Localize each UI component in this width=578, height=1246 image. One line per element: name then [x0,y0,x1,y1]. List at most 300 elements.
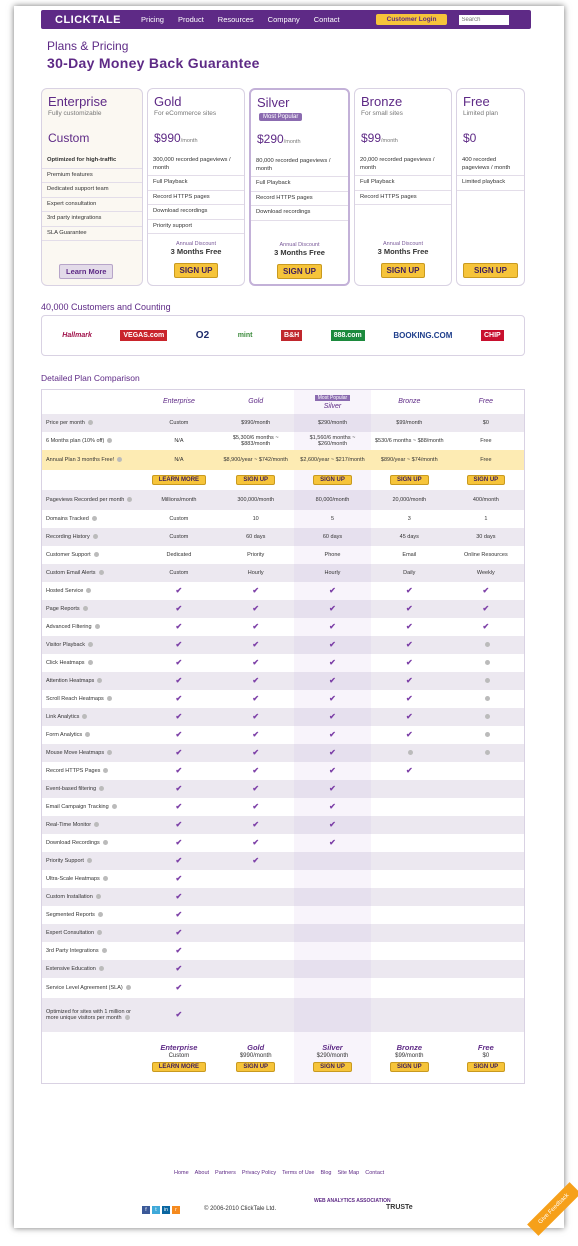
row-label: Annual Plan 3 months Free! [42,450,141,470]
table-row [42,726,525,744]
check-icon: ✔ [175,658,183,667]
row-label: Link Analytics [42,708,141,726]
table-cell: Weekly [448,564,525,582]
feature-item: Record HTTPS pages [251,192,348,207]
table-cell: Phone [294,546,371,564]
help-icon[interactable] [125,1015,130,1020]
check-icon: ✔ [329,730,336,739]
help-icon[interactable] [82,714,87,719]
gold-signup-button[interactable]: SIGN UP [174,263,218,278]
table-cell [294,942,371,960]
table-cell [448,618,525,636]
table-cell [294,888,371,906]
signup-button[interactable]: SIGN UP [313,1062,352,1072]
footer-row [42,1032,525,1084]
plan-price: $0 [463,131,477,145]
table-cell [448,744,525,762]
plan-price: $0 [482,1052,490,1059]
table-cell: 45 days [371,528,448,546]
table-cell [217,942,294,960]
table-cell [371,978,448,998]
help-icon[interactable] [96,894,101,899]
table-cell [217,998,294,1032]
table-row [42,672,525,690]
plan-name: Gold [154,94,182,109]
check-icon: ✔ [175,586,183,595]
check-icon: ✔ [329,622,336,631]
col-free: Free [478,398,494,406]
check-icon: ✔ [405,694,413,703]
help-icon[interactable] [85,732,90,737]
help-icon[interactable] [485,678,490,683]
table-cell [448,852,525,870]
customers-heading: 40,000 Customers and Counting [41,302,171,312]
table-cell [141,906,218,924]
check-icon: ✔ [252,856,260,865]
help-icon[interactable] [126,985,131,990]
check-icon: ✔ [405,622,413,631]
help-icon[interactable] [94,552,99,557]
footer-link[interactable]: Partners [215,1170,236,1176]
table-cell: Priority [247,551,265,558]
help-icon[interactable] [485,660,490,665]
table-cell: 1 [484,515,488,522]
table-cell [217,780,294,798]
table-cell [141,780,218,798]
table-cell: 400/month [448,490,525,510]
table-cell: 60 days [217,528,294,546]
col-enterprise: Enterprise [162,398,195,406]
feature-list [457,154,524,191]
check-icon: ✔ [329,820,336,829]
help-icon[interactable] [107,696,112,701]
help-icon[interactable] [103,840,108,845]
table-cell [294,834,371,852]
hallmark-logo: Hallmark [62,332,92,339]
table-cell [448,762,525,780]
button-row [42,470,525,490]
feature-item: Full Playback [251,177,348,192]
help-icon[interactable] [99,786,104,791]
plan-price: $990/month [154,131,198,145]
help-icon[interactable] [485,714,490,719]
row-label: Advanced Filtering [42,618,141,636]
check-icon: ✔ [405,658,413,667]
signup-button[interactable]: SIGN UP [313,475,352,485]
page [14,6,571,1228]
feature-item: Full Playback [148,176,244,191]
plan-subtitle: Limited plan [463,110,499,117]
feature-item: Limited playback [457,176,524,191]
table-row [42,600,525,618]
table-cell [294,636,371,654]
linkedin-icon[interactable]: in [162,1206,170,1214]
table-cell [371,726,448,744]
table-cell: 60 days [294,528,371,546]
table-cell [217,744,294,762]
check-icon: ✔ [252,712,260,721]
signup-button[interactable]: SIGN UP [236,475,275,485]
table-cell: $5,300/6 months ~ $883/month [232,434,279,447]
plan-subtitle: Fully customizable [48,110,102,117]
annual-discount: Annual Discount 3 Months Free [274,242,325,257]
nav-product[interactable]: Product [177,15,204,24]
silver-signup-button[interactable]: SIGN UP [277,264,322,279]
table-cell [371,816,448,834]
o2-logo: O2 [195,330,210,341]
table-row [42,654,525,672]
check-icon: ✔ [405,586,413,595]
table-row [42,618,525,636]
help-icon[interactable] [103,768,108,773]
guarantee-heading: 30-Day Money Back Guarantee [47,55,260,71]
check-icon: ✔ [252,838,260,847]
header-blank [42,390,141,414]
top-nav [41,10,531,29]
twitter-icon[interactable]: t [152,1206,160,1214]
truste-logo: TRUSTe [386,1204,413,1211]
table-cell [371,960,448,978]
help-icon[interactable] [112,804,117,809]
check-icon: ✔ [252,676,260,685]
table-row [42,888,525,906]
row-label: Email Campaign Tracking [42,798,141,816]
plan-subtitle: For eCommerce sites [154,110,217,117]
footer-link[interactable]: Home [174,1170,189,1176]
feature-item: 20,000 recorded pageviews / month [355,154,451,176]
plan-price: $990/month [239,1052,272,1059]
row-label: Attention Heatmaps [42,672,141,690]
annual-discount: Annual Discount 3 Months Free [377,241,429,256]
row-label: Optimized for sites with 1 million or more unique visitors per month [42,998,141,1032]
table-cell [294,744,371,762]
table-cell: Custom [141,414,218,432]
check-icon: ✔ [329,586,336,595]
table-cell [141,978,218,998]
plan-name: Bronze [361,94,403,109]
table-cell [294,470,371,490]
table-cell [294,708,371,726]
table-cell [371,470,448,490]
check-icon: ✔ [175,1010,183,1019]
table-cell [141,636,218,654]
check-icon: ✔ [252,658,260,667]
feature-item: Download recordings [251,206,348,221]
nav-company[interactable]: Company [267,15,300,24]
feature-item: 300,000 recorded pageviews / month [148,154,244,176]
table-cell [217,600,294,618]
table-cell [294,798,371,816]
plan-price: $99/month [361,131,398,145]
table-cell [217,888,294,906]
check-icon: ✔ [252,748,260,757]
table-cell: Millions/month [141,490,218,510]
row-label: Ultra-Scale Heatmaps [42,870,141,888]
check-icon: ✔ [175,983,183,992]
table-cell [141,708,218,726]
help-icon[interactable] [93,534,98,539]
plan-card-silver [249,88,350,286]
table-cell: Email [402,551,417,558]
customer-login-button[interactable]: Customer Login [376,14,448,25]
table-cell [217,470,294,490]
mint-logo: mint [237,332,253,339]
row-label: Hosted Service [42,582,141,600]
row-label [42,470,141,490]
footer-link[interactable]: Privacy Policy [241,1170,277,1176]
help-icon[interactable] [88,420,93,425]
table-row [42,546,525,564]
row-label: Record HTTPS Pages [42,762,141,780]
help-icon[interactable] [86,588,91,593]
table-cell [371,600,448,618]
row-label: Page Reports [42,600,141,618]
table-cell: $8,900/year ~ $742/month [217,450,294,470]
table-cell: $890/year ~ $74/month [371,450,448,470]
table-row [42,978,525,998]
table-cell [141,470,218,490]
feature-item: 80,000 recorded pageviews / month [251,155,348,177]
vegas-logo: VEGAS.com [120,330,167,341]
row-label: Service Level Agreement (SLA) [42,978,141,998]
check-icon: ✔ [175,604,183,613]
clicktale-logo[interactable]: CLICKTALE [55,13,122,26]
plan-name: Silver [322,1042,343,1052]
signup-button[interactable]: SIGN UP [467,475,506,485]
table-cell [371,888,448,906]
bronze-signup-button[interactable]: SIGN UP [381,263,425,278]
check-icon: ✔ [329,802,336,811]
nav-contact[interactable]: Contact [313,15,340,24]
booking-logo: BOOKING.COM [393,331,453,340]
table-cell: $2,600/year ~ $217/month [294,450,371,470]
table-cell [141,1032,218,1084]
help-icon[interactable] [103,876,108,881]
help-icon[interactable] [485,750,490,755]
table-cell [217,852,294,870]
social-icons [142,1206,180,1214]
signup-button[interactable]: SIGN UP [467,1062,506,1072]
help-icon[interactable] [117,457,122,462]
table-row [42,906,525,924]
col-silver: Most Popular Silver [294,390,371,414]
table-cell [141,924,218,942]
table-cell [448,636,525,654]
table-cell [448,798,525,816]
table-row [42,816,525,834]
learn-more-button[interactable]: Learn More [59,264,113,279]
table-row [42,780,525,798]
check-icon: ✔ [329,640,336,649]
table-cell: 3 [407,515,411,522]
table-row [42,564,525,582]
signup-button[interactable]: SIGN UP [236,1062,275,1072]
help-icon[interactable] [94,822,99,827]
help-icon[interactable] [102,948,107,953]
plan-card-bronze [354,88,452,286]
row-label: 3rd Party Integrations [42,942,141,960]
table-cell: 80,000/month [294,490,371,510]
table-cell [371,852,448,870]
plans-heading: Plans & Pricing [47,39,129,53]
row-label: Expert Consultation [42,924,141,942]
check-icon: ✔ [252,766,260,775]
row-label: Download Recordings [42,834,141,852]
table-cell: N/A [141,450,218,470]
table-cell [217,618,294,636]
table-cell: 10 [252,515,259,522]
help-icon[interactable] [107,750,112,755]
table-cell [371,672,448,690]
table-cell: N/A [174,437,184,444]
table-cell [141,582,218,600]
table-cell [217,924,294,942]
help-icon[interactable] [127,497,132,502]
help-icon[interactable] [485,696,490,701]
table-cell [448,672,525,690]
check-icon: ✔ [252,784,260,793]
table-row [42,450,525,470]
table-cell [448,998,525,1032]
feature-list [251,155,348,221]
table-cell [294,816,371,834]
plan-card-gold [147,88,245,286]
check-icon: ✔ [175,838,183,847]
row-label: Recording History [42,528,141,546]
footer-link[interactable]: Terms of Use [282,1170,315,1176]
learn-more-button[interactable]: LEARN MORE [152,1062,206,1072]
check-icon: ✔ [252,604,260,613]
table-cell [448,582,525,600]
table-row [42,510,525,528]
table-cell [448,726,525,744]
give-feedback-button[interactable]: Give Feedback [527,1182,578,1236]
help-icon[interactable] [485,642,490,647]
table-cell [294,618,371,636]
table-cell: 300,000/month [217,490,294,510]
table-cell: 5 [294,510,371,528]
table-cell [217,654,294,672]
plan-card-free [456,88,525,286]
table-cell [217,1032,294,1084]
help-icon[interactable] [98,912,103,917]
footer-link[interactable]: Contact [365,1170,385,1176]
plan-price: $99/month [395,1052,424,1059]
row-label: Event-based filtering [42,780,141,798]
check-icon: ✔ [175,892,183,901]
table-row [42,636,525,654]
check-icon: ✔ [175,712,183,721]
table-row [42,998,525,1032]
table-cell [141,600,218,618]
help-icon[interactable] [87,858,92,863]
table-cell: $990/month [217,414,294,432]
table-cell [448,978,525,998]
table-row [42,708,525,726]
feature-item: 400 recorded pageviews / month [457,154,524,176]
table-cell [371,1032,448,1084]
check-icon: ✔ [175,910,183,919]
help-icon[interactable] [99,966,104,971]
check-icon: ✔ [405,766,413,775]
signup-button[interactable]: SIGN UP [390,1062,429,1072]
check-icon: ✔ [329,694,336,703]
help-icon[interactable] [88,660,93,665]
bh-logo: B&H [281,330,302,341]
help-icon[interactable] [92,516,97,521]
facebook-icon[interactable]: f [142,1206,150,1214]
row-label: Pageviews Recorded per month [42,490,141,510]
feature-list [148,154,244,234]
check-icon: ✔ [175,856,183,865]
row-label: Click Heatmaps [42,654,141,672]
table-cell [294,582,371,600]
plan-price: Custom [168,1052,190,1059]
free-signup-button[interactable]: SIGN UP [463,263,518,278]
table-cell [141,998,218,1032]
table-row [42,744,525,762]
check-icon: ✔ [405,676,413,685]
row-label: Customer Support [42,546,141,564]
row-label: Scroll Reach Heatmaps [42,690,141,708]
table-cell [141,834,218,852]
table-cell [217,726,294,744]
help-icon[interactable] [97,930,102,935]
check-icon: ✔ [175,694,183,703]
help-icon[interactable] [95,624,100,629]
plan-name: Gold [247,1042,265,1052]
help-icon[interactable] [485,732,490,737]
help-icon[interactable] [99,570,104,575]
table-cell [217,870,294,888]
row-label: Form Analytics [42,726,141,744]
footer-link[interactable]: Site Map [337,1170,360,1176]
most-popular-badge: Most Popular [315,395,350,401]
col-bronze: Bronze [398,398,421,406]
nav-resources[interactable]: Resources [217,15,254,24]
table-cell [371,708,448,726]
footer-link[interactable]: About [194,1170,210,1176]
table-cell [448,690,525,708]
feature-item: Download recordings [148,205,244,220]
table-cell [217,816,294,834]
table-cell [448,960,525,978]
help-icon[interactable] [88,642,93,647]
search-input[interactable] [459,15,509,25]
table-cell [448,942,525,960]
table-cell [448,654,525,672]
feature-item: Priority support [148,220,244,235]
row-label: 6 Months plan (10% off) [42,432,141,450]
table-cell [448,1032,525,1084]
help-icon[interactable] [107,438,112,443]
table-cell [371,654,448,672]
table-row [42,852,525,870]
nav-pricing[interactable]: Pricing [141,15,164,24]
learn-more-button[interactable]: LEARN MORE [152,475,206,485]
row-label: Real-Time Monitor [42,816,141,834]
footer-link[interactable]: Blog [320,1170,332,1176]
web-analytics-association-logo: WEB ANALYTICS ASSOCIATION [314,1198,391,1204]
signup-button[interactable]: SIGN UP [390,475,429,485]
plan-name: Silver [257,95,290,110]
rss-icon[interactable]: r [172,1206,180,1214]
table-cell [141,618,218,636]
table-cell [371,762,448,780]
help-icon[interactable] [83,606,88,611]
help-icon[interactable] [97,678,102,683]
help-icon[interactable] [408,750,413,755]
